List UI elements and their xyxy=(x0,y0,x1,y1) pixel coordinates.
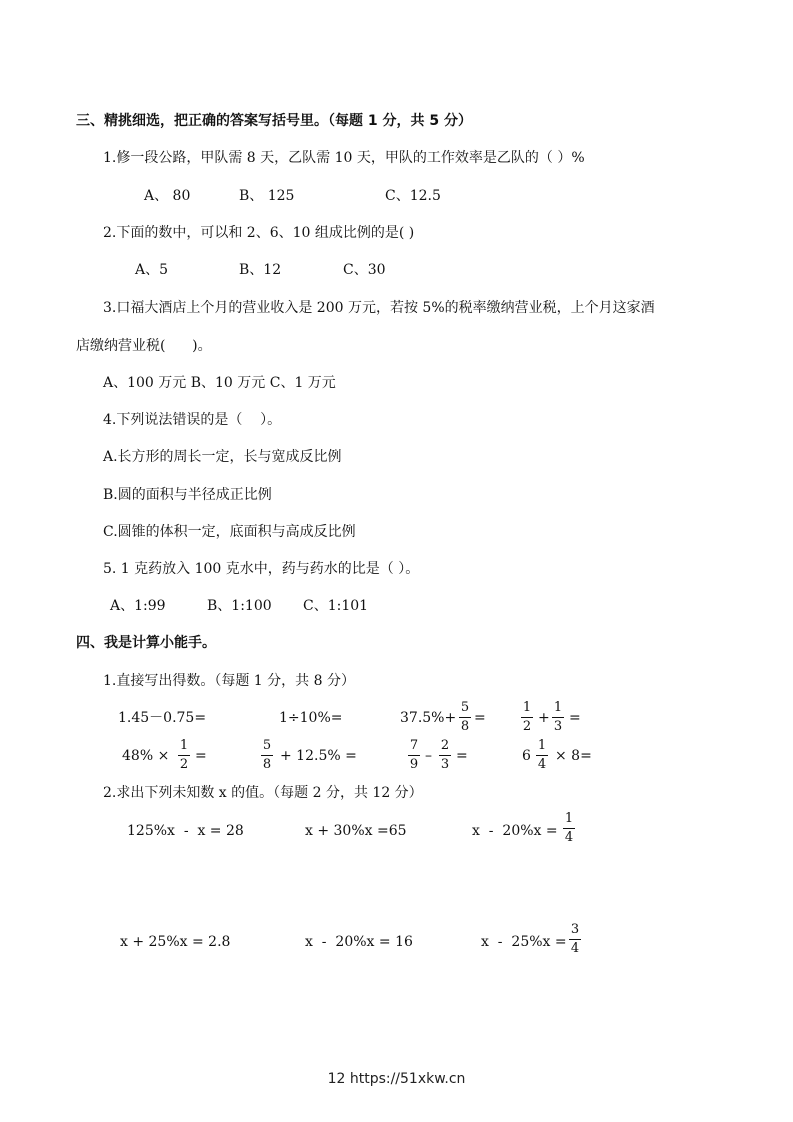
fraction-denominator: 4 xyxy=(537,757,547,772)
q1-option-a: A、 80 xyxy=(144,188,191,204)
q3-stem-line2: 店缴纳营业税( )。 xyxy=(76,338,212,354)
fraction xyxy=(519,700,535,735)
fraction xyxy=(457,700,473,735)
fraction xyxy=(561,811,577,846)
fraction-numerator: 3 xyxy=(570,922,580,937)
equals-sign: = xyxy=(195,748,207,764)
operator: + xyxy=(538,710,550,726)
q4-stem: 4.下列说法错误的是（ ）。 xyxy=(103,412,282,428)
mixed-number-whole: 6 xyxy=(522,748,531,764)
fraction xyxy=(534,738,550,773)
q1-stem: 1.修一段公路，甲队需 8 天，乙队需 10 天，甲队的工作效率是乙队的（ ）% xyxy=(103,150,585,166)
fraction-numerator: 1 xyxy=(522,700,532,715)
operator: – xyxy=(425,748,432,764)
page-footer: 12 https://51xkw.cn xyxy=(327,1071,466,1087)
equals-sign: = xyxy=(569,710,581,726)
q1-option-b: B、 125 xyxy=(239,188,295,204)
q2-stem: 2.下面的数中，可以和 2、6、10 组成比例的是( ) xyxy=(103,225,415,241)
calc-expression: 1.45－0.75= xyxy=(118,710,207,726)
fraction-numerator: 1 xyxy=(537,738,547,753)
fraction-denominator: 4 xyxy=(564,830,574,845)
fraction xyxy=(550,700,566,735)
fraction-numerator: 5 xyxy=(460,700,470,715)
q2-option-a: A、5 xyxy=(135,262,169,278)
fraction-denominator: 8 xyxy=(460,719,470,734)
calc-expression: × 8= xyxy=(555,748,592,764)
q3-stem-line1: 3.口福大酒店上个月的营业收入是 200 万元，若按 5%的税率缴纳营业税，上个月这家酒 xyxy=(103,300,655,316)
fraction-numerator: 7 xyxy=(409,738,419,753)
fraction xyxy=(437,738,453,773)
section4-heading: 四、我是计算小能手。 xyxy=(76,635,216,651)
fraction-numerator: 1 xyxy=(553,700,563,715)
equation: x - 25%x = xyxy=(481,934,567,950)
fraction-numerator: 1 xyxy=(564,811,574,826)
q4-option-c: C.圆锥的体积一定，底面积与高成反比例 xyxy=(103,524,356,540)
fraction xyxy=(176,738,192,773)
equation: x + 30%x =65 xyxy=(305,823,407,839)
equation: x - 20%x = xyxy=(472,823,558,839)
fraction-denominator: 3 xyxy=(553,719,563,734)
calc-expression: + 12.5% = xyxy=(280,748,357,764)
fraction-denominator: 8 xyxy=(262,757,272,772)
fraction-numerator: 5 xyxy=(262,738,272,753)
fraction-denominator: 2 xyxy=(179,757,189,772)
section3-heading: 三、精挑细选，把正确的答案写括号里。（每题 1 分，共 5 分） xyxy=(76,113,472,129)
calc-expression: 37.5%+ xyxy=(400,710,457,726)
fraction-denominator: 4 xyxy=(570,941,580,956)
fraction xyxy=(567,922,583,957)
q5-option-a: A、1:99 xyxy=(110,598,166,614)
equation: x - 20%x = 16 xyxy=(305,934,413,950)
q5-option-b: B、1:100 xyxy=(207,598,272,614)
equation: 125%x - x = 28 xyxy=(127,823,244,839)
q1-option-c: C、12.5 xyxy=(385,188,441,204)
fraction-denominator: 9 xyxy=(409,757,419,772)
fraction-denominator: 3 xyxy=(440,757,450,772)
fraction xyxy=(406,738,422,773)
equals-sign: = xyxy=(474,710,486,726)
q2-option-c: C、30 xyxy=(343,262,386,278)
fraction-numerator: 1 xyxy=(179,738,189,753)
fraction-denominator: 2 xyxy=(522,719,532,734)
calc-expression: 48% × xyxy=(122,748,170,764)
calc-expression: 1÷10%= xyxy=(279,710,343,726)
q4-option-a: A.长方形的周长一定，长与宽成反比例 xyxy=(103,449,342,465)
q5-option-c: C、1:101 xyxy=(303,598,369,614)
equals-sign: = xyxy=(456,748,468,764)
equation: x + 25%x = 2.8 xyxy=(120,934,231,950)
q3-options: A、100 万元 B、10 万元 C、1 万元 xyxy=(103,375,336,391)
q2-option-b: B、12 xyxy=(239,262,282,278)
fraction xyxy=(259,738,275,773)
part2-title: 2.求出下列未知数 x 的值。（每题 2 分，共 12 分） xyxy=(103,785,423,801)
q5-stem: 5. 1 克药放入 100 克水中，药与药水的比是（ ）。 xyxy=(103,561,420,577)
q4-option-b: B.圆的面积与半径成正比例 xyxy=(103,487,272,503)
part1-title: 1.直接写出得数。（每题 1 分，共 8 分） xyxy=(103,673,355,689)
fraction-numerator: 2 xyxy=(440,738,450,753)
